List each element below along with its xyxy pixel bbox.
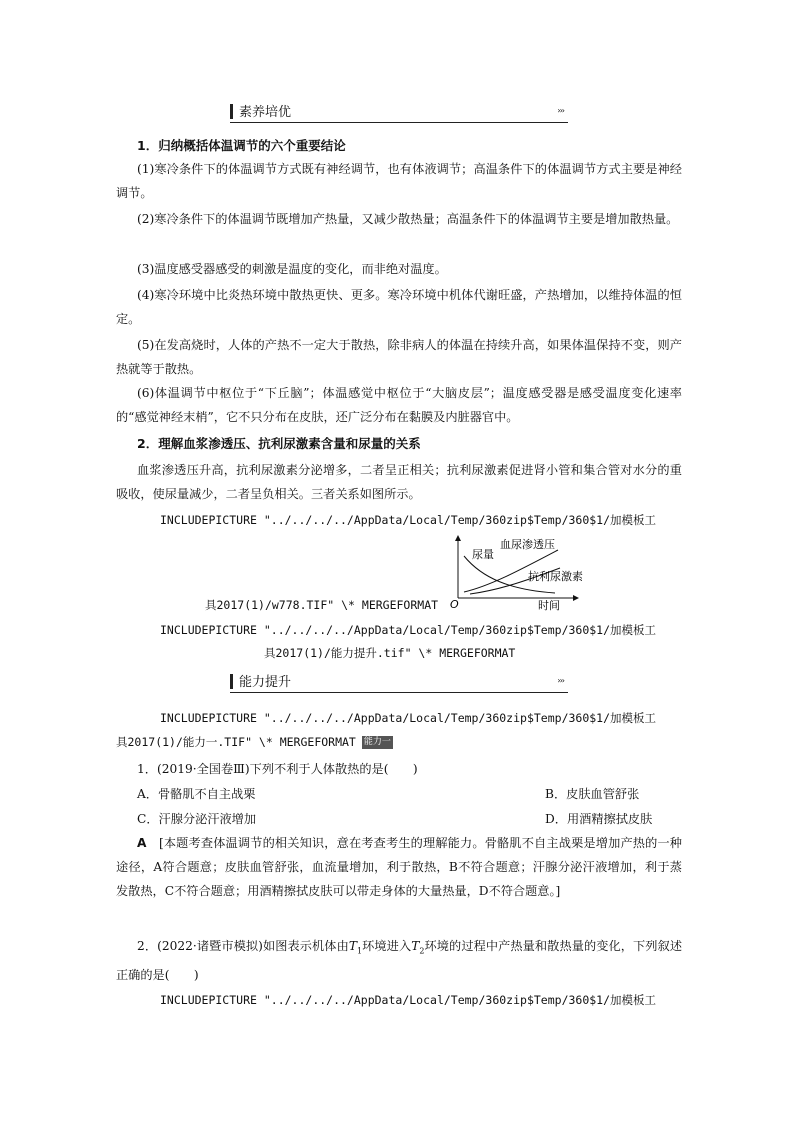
section-title: 能力提升 xyxy=(239,675,292,690)
temp-symbol: T xyxy=(348,939,357,953)
temp-subscript: 2 xyxy=(419,946,425,956)
heading-1: 1．归纳概括体温调节的六个重要结论 xyxy=(137,138,346,153)
chevrons-icon: ››› xyxy=(557,106,564,115)
series-label-urine: 尿量 xyxy=(472,548,494,561)
include-field-line: 具2017(1)/w778.TIF" \* MERGEFORMAT xyxy=(205,598,439,612)
option-a: A．骨骼肌不自主战栗 xyxy=(137,787,256,801)
temp-subscript: 1 xyxy=(356,946,363,956)
include-field-line xyxy=(116,734,393,750)
ability-badge: 能力一 xyxy=(363,737,391,747)
answer-letter: A xyxy=(137,836,147,850)
option-c: C．汗腺分泌汗液增加 xyxy=(137,812,257,826)
point-3: (3)温度感受器感受的刺激是温度的变化，而非绝对温度。 xyxy=(137,262,447,276)
origin-label: O xyxy=(450,598,459,611)
section-header-suyang xyxy=(230,100,568,123)
answer-explanation: [本题考查体温调节的相关知识，意在考查考生的理解能力。骨骼肌不自主战栗是增加产热的一种途径，A符合题意；皮肤血管舒张，血流量增加，利于散热，B不符合题意；汗腺分泌汗液增加，利于蒸发散热，C不符合题意；用酒精擦拭皮肤可以带走身体的大量热量，D不符合题意。] xyxy=(116,836,682,898)
question-1-stem: 1．(2019·全国卷Ⅲ)下列不利于人体散热的是( ) xyxy=(137,762,418,776)
include-field-line: INCLUDEPICTURE "../../../../AppData/Local/Temp/360zip$Temp/360$1/加模板工 xyxy=(160,711,657,725)
include-field-line: INCLUDEPICTURE "../../../../AppData/Local/Temp/360zip$Temp/360$1/加模板工 xyxy=(160,623,657,637)
series-label-adh: 抗利尿激素 xyxy=(528,570,583,583)
chevrons-icon: ››› xyxy=(557,676,564,685)
point-6: (6)体温调节中枢位于“下丘脑”；体温感觉中枢位于“大脑皮层”；温度感受器是感受温度变化速率的“感觉神经末梢”，它不只分布在皮肤，还广泛分布在黏膜及内脏器官中。 xyxy=(116,386,682,424)
series-label-osmotic: 血尿渗透压 xyxy=(500,538,555,551)
point-4: (4)寒冷环境中比炎热环境中散热更快、更多。寒冷环境中机体代谢旺盛，产热增加，以维持体温的恒定。 xyxy=(116,288,682,326)
x-axis-label: 时间 xyxy=(538,599,560,612)
question-2-text: 2．(2022·诸暨市模拟)如图表示机体由 xyxy=(137,939,349,953)
point-1: (1)寒冷条件下的体温调节方式既有神经调节，也有体液调节；高温条件下的体温调节方式主要是神经调节。 xyxy=(116,162,682,200)
question-2-stem xyxy=(116,934,682,987)
section-bar xyxy=(230,674,233,689)
question-2-text: 环境的过程中产热量和散热量的变化，下列叙述正确的是( ) xyxy=(116,939,683,983)
include-field-text: 具2017(1)/能力一.TIF" \* MERGEFORMAT xyxy=(116,735,356,749)
include-field-line: INCLUDEPICTURE "../../../../AppData/Local/Temp/360zip$Temp/360$1/加模板工 xyxy=(160,513,657,527)
answer-block xyxy=(116,831,682,903)
heading-2: 2．理解血浆渗透压、抗利尿激素含量和尿量的关系 xyxy=(137,436,421,451)
relationship-chart xyxy=(420,532,620,612)
option-d: D．用酒精擦拭皮肤 xyxy=(545,812,653,826)
temp-symbol: T xyxy=(411,939,420,953)
question-2-text: 环境进入 xyxy=(362,939,412,953)
point-2: (2)寒冷条件下的体温调节既增加产热量，又减少散热量；高温条件下的体温调节主要是增加散热量。 xyxy=(137,212,679,226)
include-field-line: 具2017(1)/能力提升.tif" \* MERGEFORMAT xyxy=(264,646,516,660)
section-bar xyxy=(230,104,233,119)
section-title: 素养培优 xyxy=(239,105,292,120)
option-b: B．皮肤血管舒张 xyxy=(545,787,640,801)
include-field-line: INCLUDEPICTURE "../../../../AppData/Local/Temp/360zip$Temp/360$1/加模板工 xyxy=(160,993,657,1007)
point-5: (5)在发高烧时，人体的产热不一定大于散热，除非病人的体温在持续升高，如果体温保持不变，则产热就等于散热。 xyxy=(116,338,682,376)
section-header-nengli xyxy=(230,670,568,693)
paragraph-2: 血浆渗透压升高，抗利尿激素分泌增多，二者呈正相关；抗利尿激素促进肾小管和集合管对水分的重吸收，使尿量减少，二者呈负相关。三者关系如图所示。 xyxy=(116,463,682,501)
